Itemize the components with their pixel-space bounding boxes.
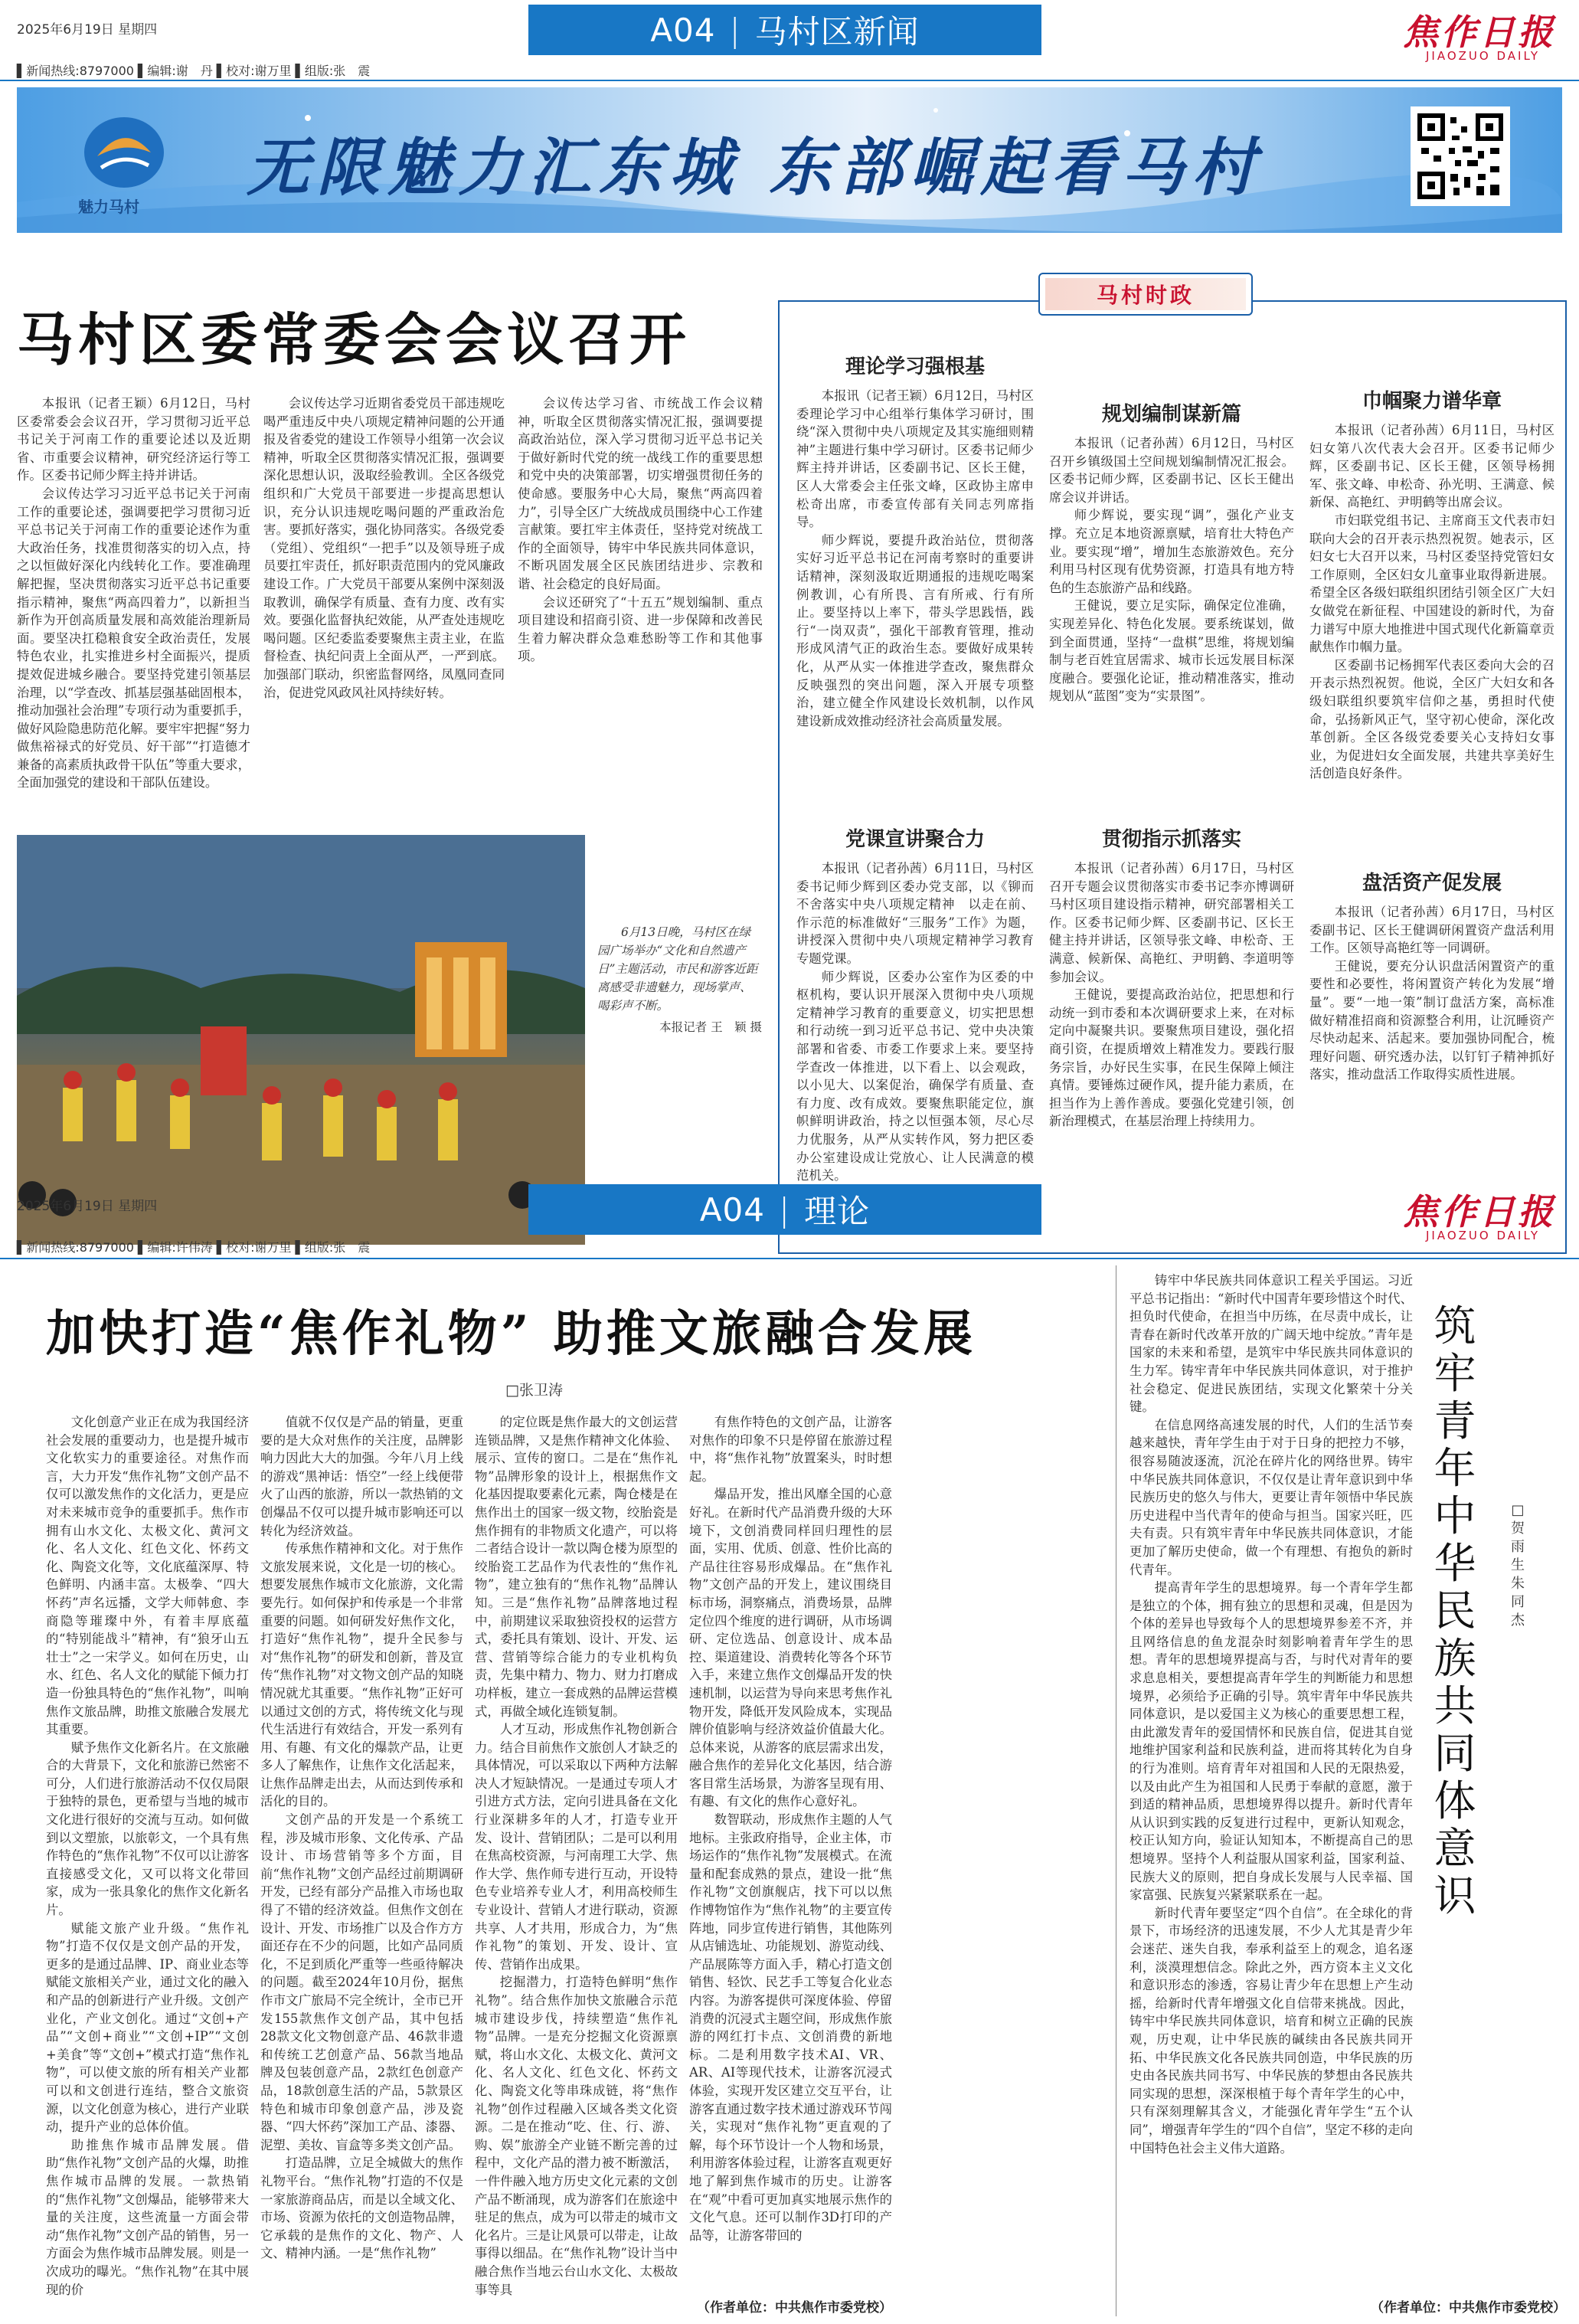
bottom-col2-paragraph: 文创产品的开发是一个系统工程，涉及城市形象、文化传承、产品设计、市场营销等多个方面，目前“焦作礼物”文创产品经过前期调研开发，已经有部分产品推入市场也取得了不错的经济效益。但焦作文创在设计、开发、市场推广以及合作方方面还存在不少的问题，比如产品同质化，不足到质化严重等一些亟待解决的问题。截至2024年10月份，据焦作市文广旅局不完全统计，全市已开发155款焦作文创产品，其中包括28款文化文物创意产品、46款非遗和传统工艺创意产品、56款当地品牌及包装创意产品，2款红色创意产品，18款创意生活的产品，5款景区特色和城市印象创意产品，涉及瓷器、“四大怀药”深加工产品、漆器、泥塑、美妆、盲盒等多类文创产品。 [260,1812,463,2152]
bottom-headline: 加快打造“焦作礼物” 助推文旅融合发展 [46,1305,976,1363]
box-article-women [1309,421,1554,850]
box-heading-implement: 贯彻指示抓落实 [1101,828,1241,851]
bottom-meta: ▌新闻热线:8797000 ▌编辑:许伟涛 ▌校对:谢万里 ▌组版:张 震 [17,1240,371,1255]
box-article-planning [1049,434,1294,813]
bottom-col4-paragraph: 爆品开发，推出风靡全国的心意好礼。在新时代产品消费升级的大环境下，文创消费同样回归理性的层面，实用、优质、创意、性价比高的产品往往容易形成爆品。在“焦作礼物”文创产品的开发上，建议围绕目标市场，洞察痛点，消费场景，品牌定位四个维度的进行调研，从市场调研、定位选品、创意设计、成本品控、渠道建设、消费转化等各个环节入手，来建立焦作文创爆品开发的快速机制，以运营为导向来思考焦作礼物开发，降低开发风险成本，实现品牌价值影响与经济效益价值最大化。总体来说，从游客的底层需求出发，融合焦作的差异化文化基因，结合游客目常生活场景，为游客呈现有用、有趣、有文化的焦作心意好礼。 [689,1487,892,1809]
box-article-assets-p2: 王健说，要充分认识盘活闲置资产的重要性和必要性，将闲置资产转化为发展“增量”。要“一地一策”制订盘活方案，高标准做好精准招商和资源整合利用，让沉睡资产尽快动起来、活起来。要加强协同配合，梳理好问题、研究透办法，以钉钉子精神抓好落实，推动盘活工作取得实质性进展。 [1309,958,1554,1082]
top-article-p1: 本报讯（记者王颖）6月12日，马村区委常委会会议召开，学习贯彻习近平总书记关于河南工作的重要论述以及近期省、市重要会议精神，研究经济运行等工作。区委书记师少辉主持并讲话。 [17,396,250,483]
box-article-theory-p2: 师少辉说，要提升政治站位，贯彻落实好习近平总书记在河南考察时的重要讲话精神，深刻汲取近期通报的违规吃喝案例教训，心有所畏、言有所戒、行有所止。要坚持以上率下，带头学思践悟，践行“一岗双责”，强化干部教育管理，推动形成风清气正的政治生态。要做好成果转化，从严从实一体推进学查改，聚焦群众反映强烈的突出问题，深入开展专项整治，建立健全作风建设长效机制，以作风建设新成效推动经济社会高质量发展。 [796,532,1034,728]
emblem-icon [78,110,170,195]
bottom-logo: 焦作日报 [1403,1191,1556,1232]
bottom-col5-paragraph: 提高青年学生的思想境界。每一个青年学生都是独立的个体，拥有独立的思想和灵魂，但是因为个体的差异也导致每个人的思想境界参差不齐，并且网络信息的鱼龙混杂时刻影响着青年学生的思想。青年的思想境界提高与否，与时代对青年的要求息息相关，要想提高青年学生的判断能力和思想境界，必须给予正确的引导。筑牢青年中华民族共同体意识，是以爱国主义为核心的重要思想工程，由此激发青年的爱国情怀和民族自信，促进其自觉地维护国家利益和民族利益，进而将其转化为自身的行为准则。培育青年对祖国和人民的无限热爱，以及由此产生为祖国和人民勇于奉献的意愿，激于到适的精神品质，思想境界得以提升。新时代青年从认识到实践的反复进行过程中，更新认知观念，校正认知方向，验证认知知本，不断提高自己的思想境界。坚持个人利益服从国家利益，国家利益、民族大义的原则，把自身成长发展与人民幸福、国家富强、民族复兴紧紧联系在一起。 [1129,1580,1413,1903]
box-article-implement-p1: 本报讯（记者孙茜）6月17日，马村区召开专题会议贯彻落实市委书记李亦博调研马村区项目建设指示精神，研究部署相关工作。区委书记师少辉、区委副书记、区长王健主持并讲话，区领导张文峰、申松奇、王满意、候新保、高艳红、尹明鹤、李道明等参加会议。 [1049,861,1294,984]
photo-caption-block [597,923,762,1036]
box-article-theory-p1: 本报讯（记者王颖）6月12日，马村区委理论学习中心组举行集体学习研讨，围绕“深入贯彻中央八项规定及其实施细则精神”主题进行集中学习研讨。区委书记师少辉主持并讲话，区委副书记、区长王健，区人大常委会主任张文峰，区政协主席申松奇出席，市委宣传部有关同志列席指导。 [796,388,1034,530]
bottom-col5-paragraph: 在信息网络高速发展的时代，人们的生活节奏越来越快，青年学生由于对于日身的把控力不够，很容易随波逐流，沉沦在碎片化的网络世界。铸牢中华民族共同体意识，不仅仅是让青年意识到中华民族历史的悠久与伟大，更要让青年领悟中华民族历史进程中当代青年的使命与担当。国家兴旺，匹夫有责。只有筑牢青年中华民族共同体意识，才能更加了解历史使命，做一个有理想、有抱负的新时代青年。 [1129,1417,1413,1577]
bottom-col3-paragraph: 挖掘潜力，打造特色鲜明“焦作礼物”。结合焦作加快文旅融合示范城市建设步伐，持续塑造“焦作礼物”品牌。一是充分挖掘文化资源禀赋，将山水文化、太极文化、黄河文化、名人文化、红色文化、怀药文化、陶瓷文化等串珠成链，将“焦作礼物”创作过程融入区域各类文化资源。二是在推动“吃、住、行、游、购、娱”旅游全产业链不断完善的过程中，文化产品的潜力被不断激活，一件件融入地方历史文化元素的文创产品不断涌现，成为游客们在旅途中驻足的焦点，成为可以带走的城市文化名片。三是让风景可以带走，让故事得以细品。在“焦作礼物”设计当中融合焦作当地云台山水文化、太极故事等具 [475,1975,678,2297]
box-article-implement-p2: 王健说，要提高政治站位，把思想和行动统一到市委和本次调研要求上来，在对标定向中凝聚共识。要聚焦项目建设，强化招商引资，在提质增效上精准发力。要践行服务宗旨，办好民生实事，在民生保障上倾注真情。要锤炼过硬作风，提升能力素质，在担当作为上善作善成。要强化党建引领，创新治理模式，在基层治理上持续用力。 [1049,987,1294,1129]
bottom-col2-paragraph: 值就不仅仅是产品的销量，更重要的是大众对焦作的关注度，品牌影响力因此大大的加强。今年八月上线的游戏“黑神话：悟空”一经上线便带火了山西的旅游，所以一款热销的文创爆品不仅可以提升城市影响还可以转化为经济效益。 [260,1415,463,1538]
bottom-rule [0,1258,1579,1259]
top-date: 2025年6月19日 星期四 [17,22,158,38]
bottom-section-name: 理论 [804,1193,871,1230]
bottom-col1-paragraph: 文化创意产业正在成为我国经济社会发展的重要动力，也是提升城市文化软实力的重要途径。对焦作而言，大力开发“焦作礼物”文创产品不仅可以激发焦作的文化活力，更是应对未来城市竞争的重要抓手。焦作市拥有山水文化、太极文化、黄河文化、名人文化、红色文化、怀药文化、陶瓷文化等，文化底蕴深厚、特色鲜明、内涵丰富。太极拳、“四大怀药”声名远播，文学大师韩愈、李商隐等璀璨中外，有着丰厚底蕴的“特别能战斗”精神，有“狼牙山五壮士”之一宋学义。如何在历史，山水、红色、名人文化的赋能下倾力打造一份独具特色的“焦作礼物”，叫响焦作文旅品牌，助推文旅融合发展尤其重要。 [46,1415,249,1737]
top-article-p2: 会议传达学习习近平总书记关于河南工作的重要论述，强调要把学习贯彻习近平总书记关于河南工作的重要论述作为重大政治任务，找准贯彻落实的切入点，持之以恒做好深化内线转化工作。要准确理解把握，坚决贯彻落实习近平总书记重要指示精神，聚焦“两高四着力”，以新担当新作为开创高质量发展和高效能治理新局面。要坚决扛稳粮食安全政治责任，发展特色农业，扎实推进乡村全面振兴，提质提效促进城乡融合。要坚持党建引领基层治理，以“学查改、抓基层强基础固根本，推动加强社会治理”专项行动为重要抓手，做好风险隐患防范化解。要牢牢把握“努力做焦裕禄式的好党员、好干部”“打造德才兼备的高素质执政骨干队伍”等重大要求，全面加强党的建设和干部队伍建设。 [17,486,250,790]
box-article-party-lecture-p2: 师少辉说，区委办公室作为区委的中枢机构，要认识开展深入贯彻中央八项规定精神学习教育的重要意义，切实把思想和行动统一到习近平总书记、党中央决策部署和省委、市委工作要求上来。要坚持学查改一体推进，以下看上、以会观政，以小见大、以案促治，确保学有质量、查有力度、改有成效。要聚焦职能定位，旗帜鲜明讲政治，持之以恒强本领，尽心尽力优服务，从严从实转作风，努力把区委办公室建设成让党放心、让人民满意的模范机关。 [796,969,1034,1183]
bottom-col5 [1129,1272,1413,2298]
box-article-planning-p1: 本报讯（记者孙茜）6月12日，马村区召开乡镇级国土空间规划编制情况汇报会。区委书记师少辉，区委副书记、区长王健出席会议并讲话。 [1049,436,1294,505]
bottom-date: 2025年6月19日 星期四 [17,1199,158,1214]
photo-scene [17,835,585,1245]
bottom-col1-paragraph: 助推焦作城市品牌发展。借助“焦作礼物”文创产品的火爆，助推焦作城市品牌的发展。一款热销的“焦作礼物”文创爆品，能够带来大量的关注度，这些流量一方面会带动“焦作礼物”文创产品的销售，另一方面会为焦作城市品牌发展。则是一次成功的曝光。“焦作礼物”在其中展现的价 [46,2137,249,2297]
qr-code[interactable] [1411,106,1510,206]
bottom-col4-sign: （作者单位：中共焦作市委党校） [697,2300,892,2316]
qr-code-icon [1417,113,1504,200]
top-article-p5: 会议还研究了“十五五”规划编制、重点项目建设和招商引资、进一步保障和改善民生着力解决群众急难愁盼等工作和其他事项。 [518,594,763,664]
box-article-women-p1: 本报讯（记者孙茜）6月11日，马村区妇女第八次代表大会召开。区委书记师少辉，区委副书记、区长王健，区领导杨拥军、张文峰、申松奇、孙光明、王满意、候新保、高艳红、尹明鹤等出席会议。 [1309,423,1554,510]
bottom-section-code: A04 [699,1190,765,1229]
bottom-col3-paragraph: 的定位既是焦作最大的文创运营连锁品牌，又是焦作精神文化体验、展示、宣传的窗口。二是在“焦作礼物”品牌形象的设计上，根据焦作文化基因提取要素化元素，陶仓楼是在焦作出土的国家一级文物，绞胎瓷是焦作拥有的非物质文化遗产，可以将二者结合设计一款以陶仓楼为原型的绞胎瓷工艺品作为代表性的“焦作礼物”，建立独有的“焦作礼物”品牌认知。三是“焦作礼物”品牌落地过程中，前期建议采取独资投权的运营方式，委托具有策划、设计、开发、运营、营销等综合能力的专业机构负责，先集中精力、物力、财力打磨成功样板，建立一套成熟的品牌运营模式，再做全域化连锁复制。 [475,1415,678,1719]
banner-slogan: 无限魅力汇东城 东部崛起看马村 [247,131,1263,205]
politics-box-tab [1038,273,1253,316]
banner [17,87,1562,233]
top-rule [0,80,1579,81]
photo-caption: 6月13日晚，马村区在绿园广场举办“文化和自然遗产日”主题活动，市民和游客近距离感受非遗魅力，现场掌声、喝彩声不断。 [597,925,758,1013]
box-article-planning-p3: 王健说，要立足实际，确保定位准确，实现差异化、特色化发展。要系统谋划，做到全面贯通，坚持“一盘棋”思维，将规划编制与老百姓宜居需求、城市长远发展目标深度融合。要强化论证，推动精准落实，推动规划从“蓝图”变为“实景图”。 [1049,598,1294,704]
box-heading-party-lecture: 党课宣讲聚合力 [845,828,985,851]
photo-credit: 本报记者 王 颖 摄 [659,1020,762,1034]
top-article-p4: 会议传达学习省、市统战工作会议精神，听取全区贯彻落实情况汇报，强调要提高政治站位，深入学习贯彻习近平总书记关于做好新时代党的统一战线工作的重要思想和党中央的决策部署，切实增强贯彻任务的使命感。要服务中心大局，聚焦“两高四着力”，引导全区广大统战成员围绕中心工作建言献策。要扛牢主体责任，坚持党对统战工作的全面领导，铸牢中华民族共同体意识，不断巩固发展全区民族团结进步、宗教和谐、社会稳定的良好局面。 [518,396,763,591]
box-article-women-p3: 区委副书记杨拥军代表区委向大会的召开表示热烈祝贺。他说，全区广大妇女和各级妇联组织要筑牢信仰之基，勇担时代使命，弘扬新风正气，坚守初心使命，深化改革创新。全区各级党委要关心支持妇女事业，为促进妇女全面发展，共建共享美好生活创造良好条件。 [1309,657,1554,781]
top-article-col1 [17,394,250,866]
bottom-col5-paragraph: 铸牢中华民族共同体意识工程关乎国运。习近平总书记指出：“新时代中国青年要珍惜这个时代、担负时代使命，在担当中历练，在尽责中成长，让青春在新时代改革开放的广阔天地中绽放。”青年是国家的未来和希望，是筑牢中华民族共同体意识的生力军。铸牢青年中华民族共同体意识，对于推护社会稳定、促进民族团结，实现文化繁荣十分关键。 [1129,1273,1413,1415]
bottom-col4-paragraph: 数智联动，形成焦作主题的人气地标。主张政府指导，企业主体，市场运作的“焦作礼物”发展模式。在流量和配套成熟的景点，建设一批“焦作礼物”文创旗舰店，找下可以以焦作博物馆作为“焦作礼物”的主要宣传阵地，同步宣传进行销售，其他陈列从店铺选址、功能规划、游览动线、产品展陈等方面入手，精心打造文创销售、轻饮、民艺手工等复合化业态内容。为游客提供可深度体验、停留消费的沉浸式主题空间，形成焦作旅游的网红打卡点、文创消费的新地标。二是利用数字技术AI、VR、AR、AI等现代技术，让游客沉浸式体验，实现开发区建立交互平台，让游客直通过数字技术通过游戏环节闯关，实现对“焦作礼物”更直观的了解，每个环节设计一个人物和场景，利用游客体验过程，让游客直观更好地了解到焦作城市的历史。让游客在“观”中看可更加真实地展示焦作的文化气息。还可以制作3D打印的产品等，让游客带回的 [689,1812,892,2243]
bottom-col1-paragraph: 赋予焦作文化新名片。在文旅融合的大背景下，文化和旅游已然密不可分，人们进行旅游活动不仅仅局限于独特的景色，更希望与当地的城市文化进行很好的交流与互动。如何做到以文塑旅，以旅彰文，一个具有焦作特色的“焦作礼物”不仅可以让游客直接感受文化，又可以将文化带回家，成为一张具象化的焦作文化新名片。 [46,1740,249,1918]
bottom-col3 [475,1413,678,2317]
politics-box-title: 马村时政 [1045,278,1246,310]
top-section-bar: A04 | 马村区新闻 [528,5,1041,55]
top-logo: 焦作日报 [1403,11,1556,53]
side-byline: □贺雨生 朱同杰 [1511,1502,1525,1628]
banner-logo-text: 魅力马村 [78,199,139,216]
top-headline: 马村区委常委会会议召开 [17,307,691,373]
top-article-col3 [518,394,763,866]
bottom-col2-paragraph: 打造品牌，立足全城做大的焦作礼物平台。“焦作礼物”打造的不仅是一家旅游商品店，而是以全域文化、市场、资源为依托的文创造物品牌，它承载的是焦作的文化、物产、人文、精神内涵。一是“焦作礼物” [260,2155,463,2261]
banner-emblem [78,110,170,216]
box-heading-women: 巾帼聚力谱华章 [1362,390,1502,413]
box-article-planning-p2: 师少辉说，要实现“调”，强化产业支撑。充立足本地资源禀赋，培育壮大特色产业。要实现“增”，增加生态旅游效色。充分利用马村区现有优势资源，打造具有地方特色的生态旅游产品和线路。 [1049,508,1294,595]
top-section-code: A04 [650,11,716,49]
top-article-p3: 会议传达学习近期省委党员干部违规吃喝严重违反中央八项规定精神问题的公开通报及省委党的建设工作领导小组第一次会议精神，听取全区贯彻落实情况汇报，强调要深化思想认识，汲取经验教训。全区各级党组织和广大党员干部要进一步提高思想认识，充分认识违规吃喝问题的严重政治危害。要抓好落实，强化协同落实。各级党委（党组）、党组织“一把手”以及领导班子成员要扛牢责任，抓好职责范围内的党风廉政建设工作。广大党员干部要从案例中深刻汲取教训，确保学有质量、查有力度、改有实效。要强化监督执纪效能，从严查处违规吃喝问题。区纪委监委要聚焦主责主业，在监督检查、执纪问责上全面从严，一严到底。加强部门联动，织密监督网络，凤凰同查同治，促进党风政风社风持续好转。 [263,396,505,700]
box-heading-planning: 规划编制谋新篇 [1101,403,1241,426]
bottom-col1-paragraph: 赋能文旅产业升级。“焦作礼物”打造不仅仅是文创产品的开发，更多的是通过品牌、IP、商业业态等赋能文旅相关产业，通过文化的融入和产品的创新进行产业升级。文创产业化，产业文创化。通过“文创+产品”“文创+商业”“文创+IP”“文创+美食”等“文创+”模式打造“焦作礼物”，可以使文旅的所有相关产业都可以和文创进行连结，整合文旅资源，以文化创意为核心，进行产业联动，提升产业的总体价值。 [46,1920,249,2135]
box-article-assets-p1: 本报讯（记者孙茜）6月17日，马村区委副书记、区长王健调研闲置资产盘活利用工作。区领导高艳红等一同调研。 [1309,905,1554,956]
bottom-col1 [46,1413,249,2317]
bottom-col4-paragraph: 有焦作特色的文创产品，让游客对焦作的印象不只是停留在旅游过程中，将“焦作礼物”放置案头，时时想起。 [689,1415,892,1484]
box-article-women-p2: 市妇联党组书记、主席商玉文代表市妇联向大会的召开表示热烈祝贺。她表示，区妇女七大召开以来，马村区委坚持党管妇女工作原则，全区妇女儿童事业取得新进展。希望全区各级妇联组织团结引领全区广大妇女做党在新征程、中国建设的新时代，为奋力谱写中原大地推进中国式现代化新篇章贡献焦作巾帼力量。 [1309,512,1554,655]
bottom-col2-paragraph: 传承焦作精神和文化。对于焦作文旅发展来说，文化是一切的核心。想要发展焦作城市文化旅游，文化需要先行。如何保护和传承是一个非常重要的问题。如何研发好焦作文化，打造好“焦作礼物”，提升全民参与对“焦作礼物”的研发和创新，普及宣传“焦作礼物”对文物文创产品的知晓情况就尤其重要。“焦作礼物”正好可以通过文创的方式，将传统文化与现代生活进行有效结合，开发一系列有用、有趣、有文化的爆款产品，让更多人了解焦作，让焦作文化活起来，让焦作品牌走出去，从而达到传承和活化的目的。 [260,1541,463,1809]
bottom-logo-sub: JIAOZUO DAILY [1426,1229,1540,1242]
bottom-col3-paragraph: 人才互动，形成焦作礼物创新合力。结合目前焦作文旅创人才缺乏的具体情况，可以采取以下两种方法解决人才短缺情况。一是通过专项人才引进方式方法，定向引进具备在文化行业深耕多年的人才，打造专业开发、设计、营销团队；二是可以利用在焦高校资源，与河南理工大学、焦作大学、焦作师专进行互动，开设特色专业培养专业人才，利用高校师生专业设计、营销人才进行联动，资源共享、人才共用，形成合力，为“焦作礼物”的策划、开发、设计、宣传、营销作出成果。 [475,1722,678,1972]
bottom-section-bar: A04 | 理论 [528,1184,1041,1235]
top-article-col2 [263,394,505,866]
bottom-col4 [689,1413,892,2293]
event-photo [17,835,585,1245]
top-section-name: 马村区新闻 [754,13,920,51]
box-article-party-lecture-p1: 本报讯（记者孙茜）6月11日，马村区委书记师少辉到区委办党支部，以《铆而不舍落实中央八项规定精神 以走在前、作示范的标准做好“三服务”工作》为题，讲授深入贯彻中央八项规定精神学习教育专题党课。 [796,861,1034,966]
box-heading-theory: 理论学习强根基 [845,355,985,378]
bottom-byline: □张卫涛 [505,1382,563,1399]
box-article-theory [796,387,1034,816]
box-article-party-lecture [796,859,1034,1239]
box-article-implement [1049,859,1294,1239]
box-heading-assets: 盘活资产促发展 [1362,872,1502,895]
top-logo-sub: JIAOZUO DAILY [1426,49,1540,63]
top-meta: ▌新闻热线:8797000 ▌编辑:谢 丹 ▌校对:谢万里 ▌组版:张 震 [17,64,371,78]
bottom-col2 [260,1413,463,2317]
side-title: 筑牢青年中华民族共同体意识 [1434,1301,1476,1920]
bottom-col5-sign: （作者单位：中共焦作市委党校） [1371,2300,1566,2316]
bottom-col5-paragraph: 新时代青年要坚定“四个自信”。在全球化的背景下，市场经济的迅速发展，不少人尤其是青少年会迷茫、迷失自我，奉承利益至上的观念，追名逐利，淡漠理想信念。除此之外，西方资本主义文化和意识形态的渗透，容易让青少年在思想上产生动摇，给新时代青年增强文化自信带来挑战。因此，铸牢中华民族共同体意识，培育和树立正确的民族观，历史观，让中华民族的碱续由各民族共同开拓、中华民族文化各民族共同创造，中华民族的历史由各民族共同书写、中华民族的梦想由各民族共同实现的思想，深深根植于每个青年学生的心中，只有深刻理解其含义，才能强化青年学生“五个认同”，增强青年学生的“四个自信”，坚定不移的走向中国特色社会主义伟大道路。 [1129,1905,1413,2155]
